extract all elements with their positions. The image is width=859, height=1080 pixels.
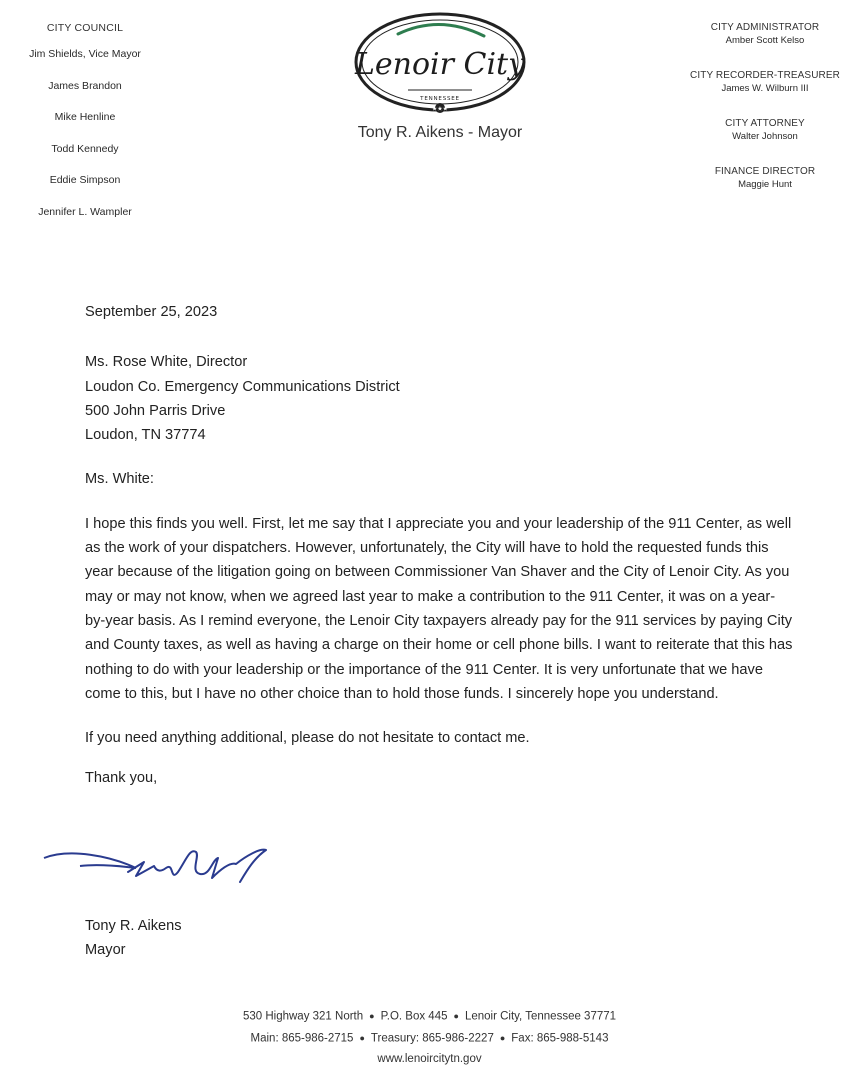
officer-title: FINANCE DIRECTOR bbox=[714, 166, 816, 177]
city-officers-list bbox=[675, 22, 855, 214]
footer-website: www.lenoircitytn.gov bbox=[377, 1053, 482, 1066]
logo-wordmark: Lenoir City bbox=[354, 47, 526, 82]
recipient-line: Loudon Co. Emergency Communications District bbox=[85, 378, 400, 395]
bullet-icon: ● bbox=[453, 1011, 459, 1021]
letterhead bbox=[0, 0, 859, 240]
officer-block bbox=[675, 118, 855, 142]
officer-name: Walter Johnson bbox=[732, 131, 798, 142]
officer-block bbox=[675, 166, 855, 190]
council-member: Jennifer L. Wampler bbox=[38, 205, 132, 218]
bullet-icon: ● bbox=[369, 1011, 375, 1021]
council-member: Todd Kennedy bbox=[51, 142, 119, 155]
council-member: Jim Shields, Vice Mayor bbox=[29, 48, 141, 60]
footer-address-part: P.O. Box 445 bbox=[380, 1010, 448, 1023]
officer-title: CITY ATTORNEY bbox=[725, 118, 805, 129]
officer-title: CITY RECORDER-TREASURER bbox=[690, 70, 840, 81]
footer-address bbox=[0, 1006, 859, 1028]
footer-phones bbox=[0, 1028, 859, 1050]
salutation: Ms. White: bbox=[85, 471, 154, 488]
letter-body bbox=[85, 300, 795, 791]
officer-block bbox=[675, 22, 855, 46]
letter-date: September 25, 2023 bbox=[85, 304, 218, 320]
officer-title: CITY ADMINISTRATOR bbox=[710, 22, 820, 33]
officer-name: James W. Wilburn III bbox=[721, 83, 809, 94]
footer-phone: Main: 865-986-2715 bbox=[250, 1032, 354, 1045]
footer-address-part: Lenoir City, Tennessee 37771 bbox=[464, 1010, 617, 1023]
footer-address-part: 530 Highway 321 North bbox=[242, 1010, 364, 1023]
recipient-line: Loudon, TN 37774 bbox=[85, 427, 206, 444]
city-council-list bbox=[0, 22, 170, 237]
closing-paragraph: If you need anything additional, please do not hesitate to contact me. bbox=[85, 730, 530, 747]
body-paragraph: I hope this finds you well. First, let me say that I appreciate you and your leadership of the 911 Center, as well as the work of your dispatchers. However, unfortunately, the City will have to hold the requested funds this year because of the litigation going on between Commissioner Van Shaver and the City of Lenoir City. As you may or may not know, when we agreed last year to make a contribution to the 911 Center, it was on a year-by-year basis. As I remind everyone, the Lenoir City taxpayers already pay for the 911 services by paying City and County taxes, as well as having a charge on their home or cell phone bills. I want to reiterate that this has nothing to do with your leadership or the importance of the 911 Center. It is very unfortunate that we have come to this, but I have no other choice than to hold those funds. I sincerely hope you understand. bbox=[85, 515, 793, 702]
recipient-line: Ms. Rose White, Director bbox=[85, 354, 248, 371]
council-heading: CITY COUNCIL bbox=[46, 22, 124, 34]
council-member: Mike Henline bbox=[54, 111, 116, 123]
bullet-icon: ● bbox=[359, 1032, 365, 1043]
footer-phone: Fax: 865-988-5143 bbox=[511, 1032, 609, 1045]
officer-name: Maggie Hunt bbox=[738, 179, 792, 190]
city-logo bbox=[350, 6, 530, 116]
signer-name: Tony R. Aikens bbox=[85, 918, 182, 934]
council-member: James Brandon bbox=[48, 79, 122, 92]
council-member: Eddie Simpson bbox=[49, 174, 121, 186]
letter-footer bbox=[0, 1006, 859, 1070]
recipient-line: 500 John Parris Drive bbox=[85, 402, 226, 419]
recipient-address bbox=[85, 350, 795, 447]
sign-off: Thank you, bbox=[85, 770, 158, 787]
signature-image bbox=[40, 842, 280, 898]
signature-block bbox=[85, 914, 182, 963]
officer-block bbox=[675, 70, 855, 94]
officer-name: Amber Scott Kelso bbox=[725, 35, 805, 46]
svg-text:★★★: ★★★ bbox=[431, 106, 449, 113]
mayor-line: Tony R. Aikens - Mayor bbox=[357, 124, 523, 141]
signer-title: Mayor bbox=[85, 942, 126, 959]
bullet-icon: ● bbox=[499, 1032, 506, 1043]
footer-phone: Treasury: 865-986-2227 bbox=[370, 1032, 494, 1045]
logo-state: TENNESSEE bbox=[420, 96, 460, 102]
